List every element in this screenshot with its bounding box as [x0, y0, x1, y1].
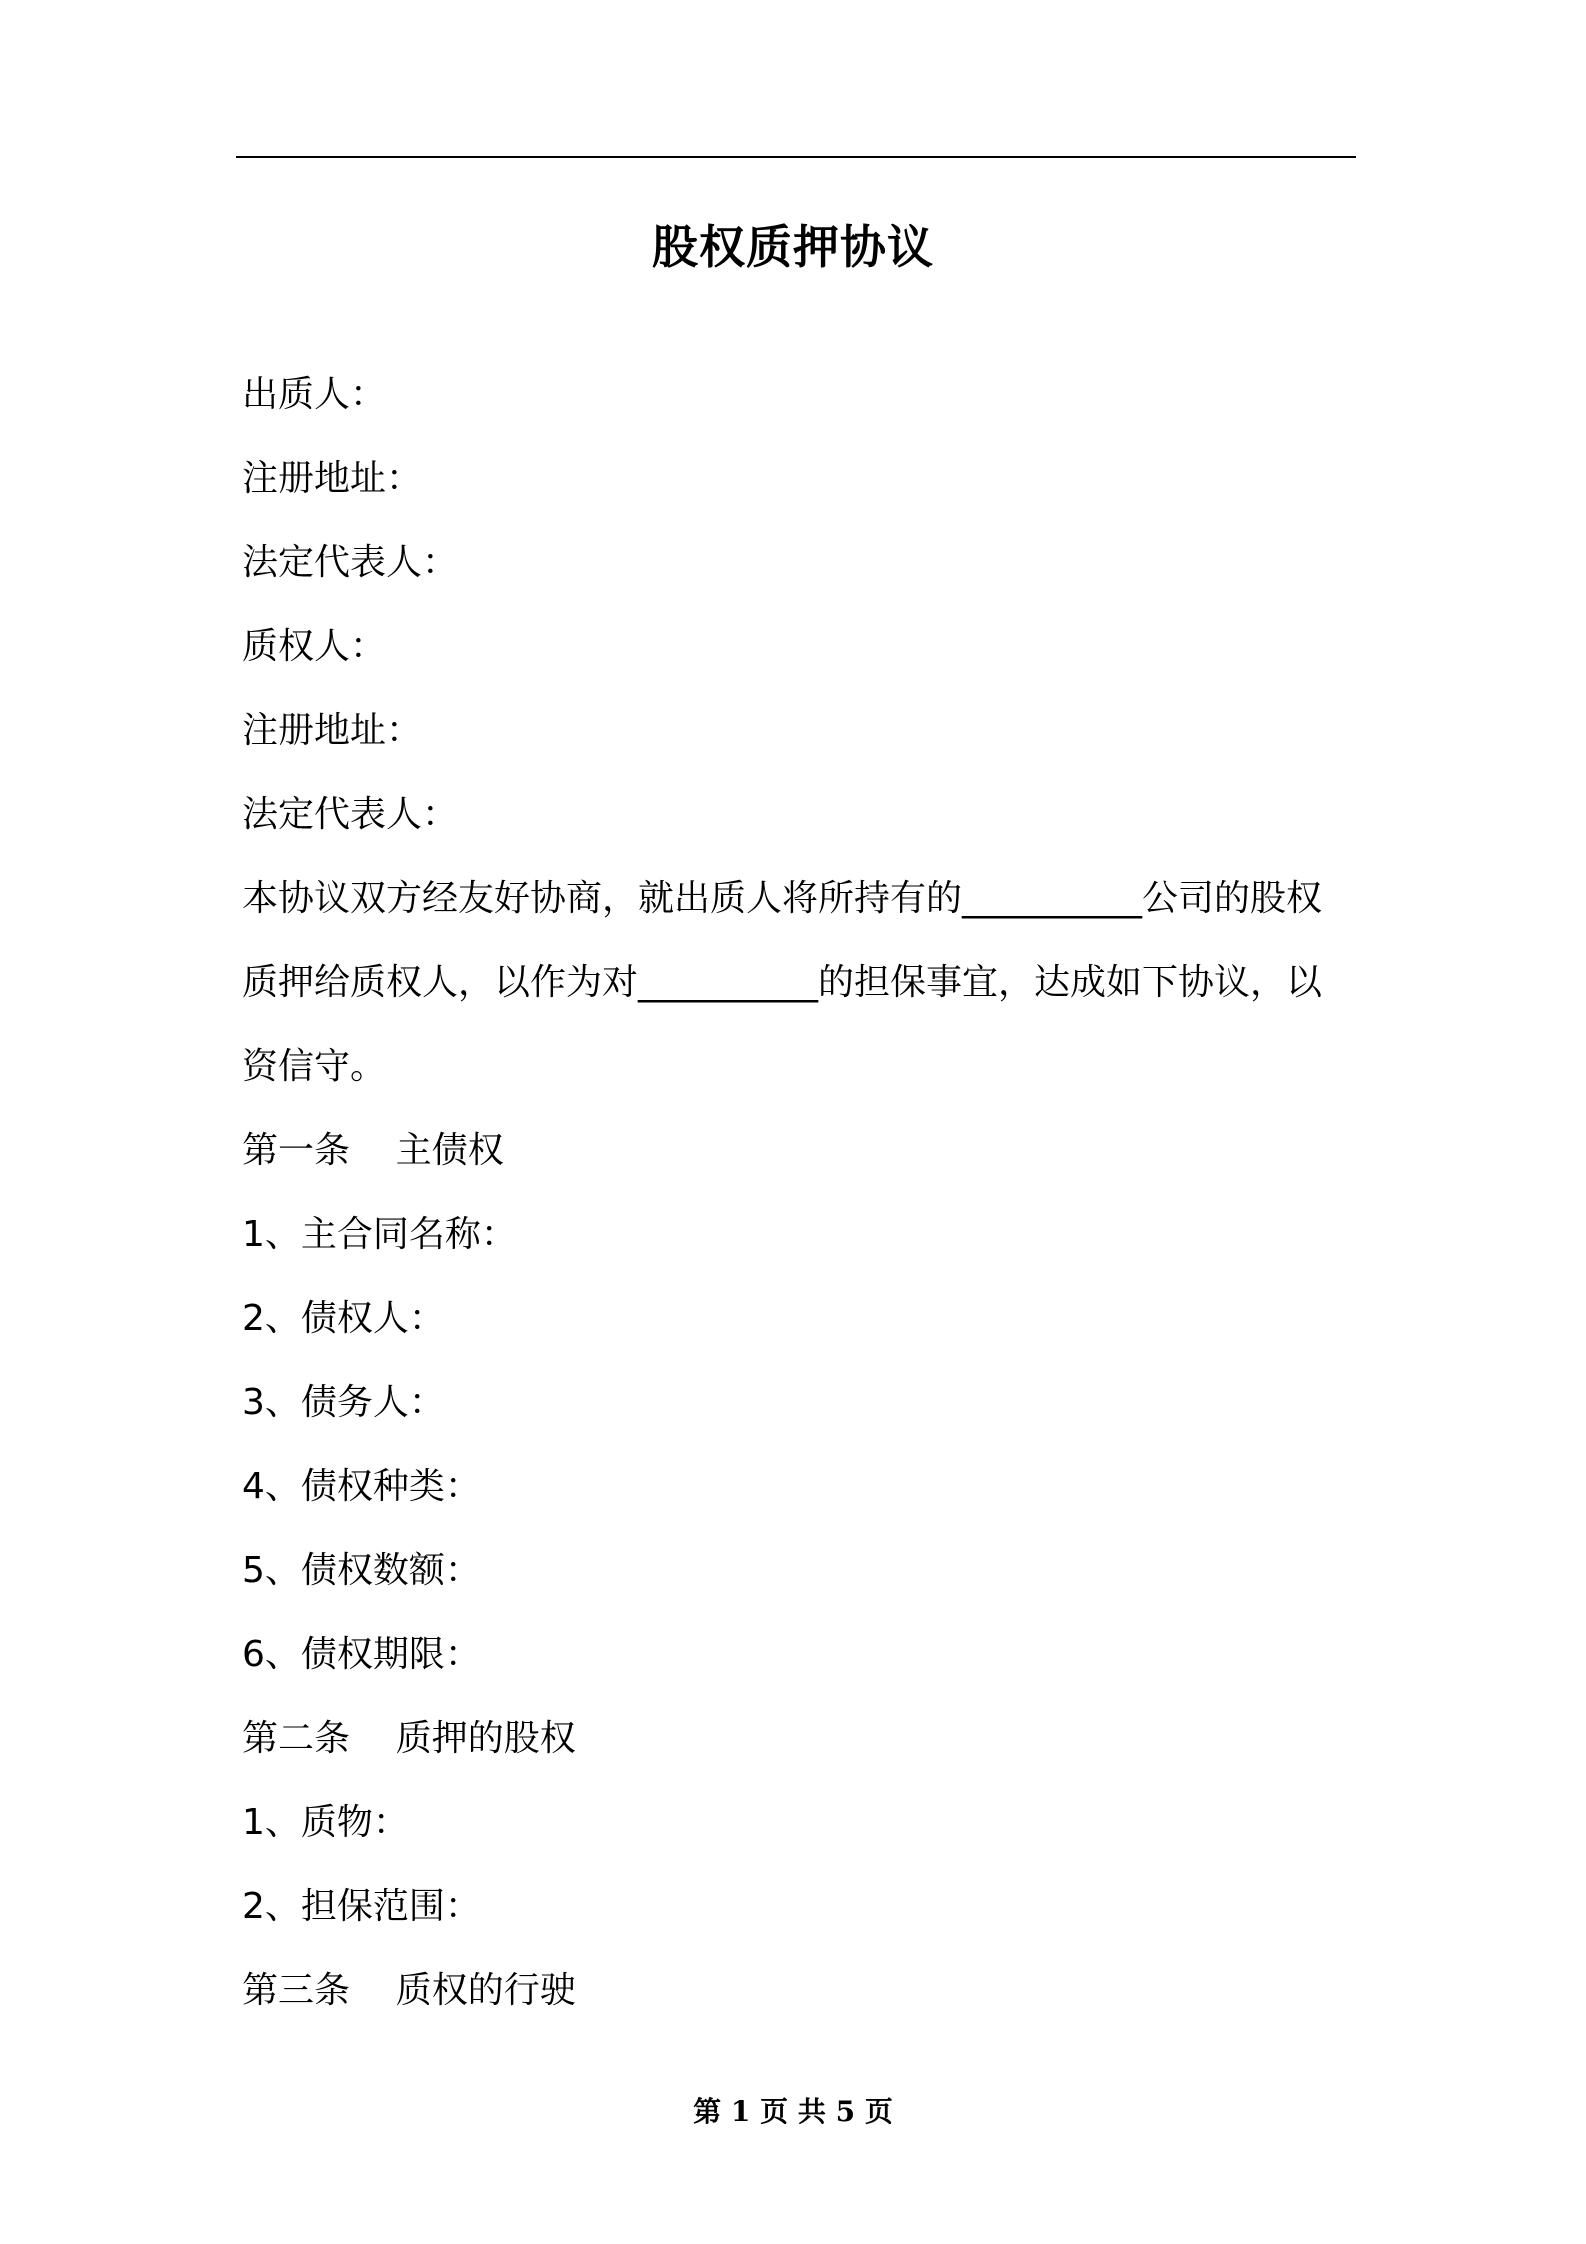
pledgor-address-label: 注册地址：: [242, 458, 423, 499]
pledgee-label: 质权人：: [242, 626, 387, 667]
article-1-item: 3、债务人：: [242, 1382, 445, 1423]
article-2-item: 1、质物：: [242, 1802, 409, 1843]
document-title: 股权质押协议: [652, 220, 934, 274]
preamble-line-3: 资信守。: [242, 1046, 387, 1087]
pledgor-label: 出质人：: [242, 374, 387, 415]
article-1-item: 2、债权人：: [242, 1298, 445, 1339]
article-2-item: 2、担保范围：: [242, 1886, 481, 1927]
header-rule: [236, 156, 1356, 158]
article-1-item: 6、债权期限：: [242, 1634, 481, 1675]
article-2-heading: 第二条 质押的股权: [242, 1718, 576, 1759]
article-1-item: 5、债权数额：: [242, 1550, 481, 1591]
article-1-item: 4、债权种类：: [242, 1466, 481, 1507]
article-1-item: 1、主合同名称：: [242, 1214, 517, 1255]
pledgee-representative-label: 法定代表人：: [242, 794, 459, 835]
page-indicator: 第 1 页 共 5 页: [693, 2095, 893, 2128]
article-1-heading: 第一条 主债权: [242, 1130, 504, 1171]
preamble-line-2: 质押给质权人，以作为对__________的担保事宜，达成如下协议，以: [242, 962, 1323, 1003]
pledgee-address-label: 注册地址：: [242, 710, 423, 751]
preamble-line-1: 本协议双方经友好协商，就出质人将所持有的__________公司的股权: [242, 878, 1323, 919]
article-3-heading: 第三条 质权的行驶: [242, 1970, 576, 2011]
pledgor-representative-label: 法定代表人：: [242, 542, 459, 583]
